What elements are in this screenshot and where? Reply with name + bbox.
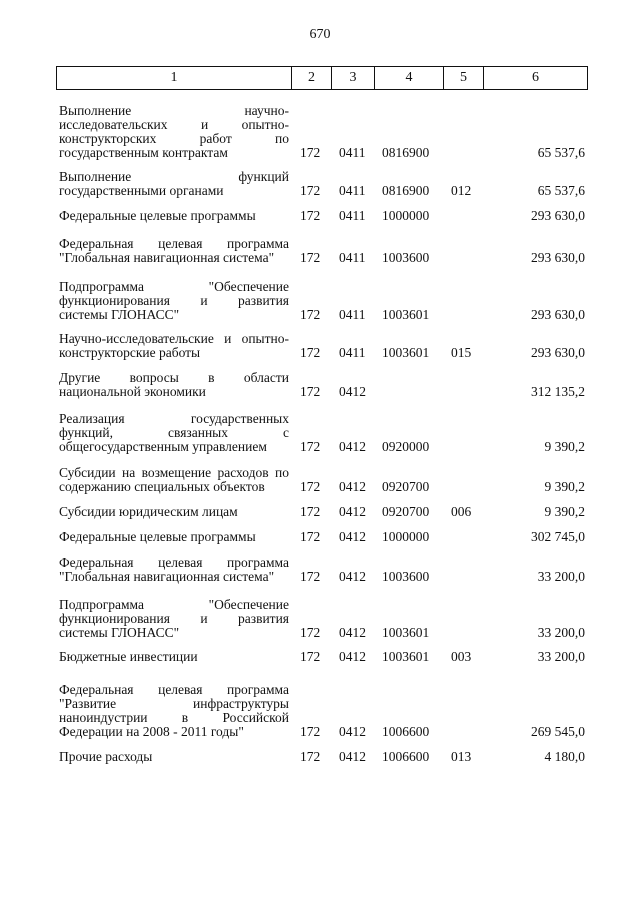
row-name <box>59 209 289 223</box>
cell-c2: 172 <box>300 145 321 160</box>
cell-c4: 1003601 <box>382 649 430 664</box>
cell-c5: 006 <box>451 504 472 519</box>
row-name-line: Прочие расходы <box>59 749 153 764</box>
table-row <box>0 280 640 322</box>
page-number: 670 <box>309 27 331 42</box>
row-name-line: "Развитие инфраструктуры <box>59 696 289 711</box>
cell-c3: 0411 <box>339 183 366 198</box>
row-name-line: Бюджетные инвестиции <box>59 649 198 664</box>
cell-c3: 0412 <box>339 439 366 454</box>
row-name <box>59 556 289 584</box>
cell-c6: 312 135,2 <box>531 384 585 399</box>
cell-c6: 269 545,0 <box>531 724 585 739</box>
row-name <box>59 332 289 360</box>
cell-c4: 0920700 <box>382 479 430 494</box>
cell-c6: 33 200,0 <box>537 649 585 664</box>
cell-c2: 172 <box>300 569 321 584</box>
row-name <box>59 170 289 198</box>
row-name-line: Выполнение научно- <box>59 103 289 118</box>
cell-c4: 1003600 <box>382 569 430 584</box>
cell-c2: 172 <box>300 479 321 494</box>
row-name-line: Федеральные целевые программы <box>59 529 256 544</box>
cell-c3: 0412 <box>339 649 366 664</box>
row-name-line: Выполнение функций <box>59 169 289 184</box>
column-header-5: 5 <box>444 67 484 90</box>
column-header-1: 1 <box>57 67 292 90</box>
cell-c4: 1006600 <box>382 749 430 764</box>
cell-c3: 0412 <box>339 529 366 544</box>
row-name <box>59 650 289 664</box>
row-name <box>59 750 289 764</box>
cell-c2: 172 <box>300 439 321 454</box>
row-name <box>59 598 289 640</box>
cell-c4: 1000000 <box>382 208 430 223</box>
row-name-line: Научно-исследовательские и опытно- <box>59 331 289 346</box>
row-name-line: общегосударственным управлением <box>59 439 267 454</box>
cell-c2: 172 <box>300 649 321 664</box>
table-row <box>0 505 640 519</box>
cell-c6: 33 200,0 <box>537 569 585 584</box>
row-name-line: Подпрограмма "Обеспечение <box>59 597 289 612</box>
cell-c6: 293 630,0 <box>531 345 585 360</box>
row-name <box>59 683 289 739</box>
cell-c3: 0412 <box>339 749 366 764</box>
row-name-line: Другие вопросы в области <box>59 370 289 385</box>
cell-c6: 33 200,0 <box>537 625 585 640</box>
cell-c6: 293 630,0 <box>531 250 585 265</box>
cell-c4: 0816900 <box>382 145 430 160</box>
cell-c6: 65 537,6 <box>537 145 585 160</box>
row-name-line: функций, связанных с <box>59 425 289 440</box>
cell-c4: 1003601 <box>382 307 430 322</box>
table-row <box>0 556 640 584</box>
table-row <box>0 412 640 454</box>
cell-c6: 4 180,0 <box>544 749 585 764</box>
row-name-line: Реализация государственных <box>59 411 289 426</box>
row-name-line: системы ГЛОНАСС" <box>59 307 180 322</box>
cell-c4: 0920700 <box>382 504 430 519</box>
cell-c2: 172 <box>300 625 321 640</box>
table-row <box>0 371 640 399</box>
cell-c5: 012 <box>451 183 472 198</box>
table-row <box>0 650 640 664</box>
table-row <box>0 104 640 160</box>
cell-c4: 0920000 <box>382 439 430 454</box>
cell-c4: 1006600 <box>382 724 430 739</box>
row-name-line: Федеральная целевая программа <box>59 555 289 570</box>
cell-c3: 0411 <box>339 307 366 322</box>
table-row <box>0 209 640 223</box>
cell-c4: 1003601 <box>382 345 430 360</box>
cell-c4: 0816900 <box>382 183 430 198</box>
cell-c2: 172 <box>300 504 321 519</box>
row-name <box>59 280 289 322</box>
row-name <box>59 104 289 160</box>
row-name-line: Федеральная целевая программа <box>59 236 289 251</box>
table-row <box>0 237 640 265</box>
row-name-line: Федерации на 2008 - 2011 годы" <box>59 724 244 739</box>
column-header-2: 2 <box>292 67 332 90</box>
table-row <box>0 683 640 739</box>
row-name-line: государственным контрактам <box>59 145 228 160</box>
table-row <box>0 598 640 640</box>
row-name <box>59 466 289 494</box>
row-name-line: Федеральные целевые программы <box>59 208 256 223</box>
table-row <box>0 170 640 198</box>
row-name <box>59 371 289 399</box>
row-name-line: конструкторские работы <box>59 345 201 360</box>
cell-c3: 0411 <box>339 345 366 360</box>
cell-c2: 172 <box>300 749 321 764</box>
row-name-line: конструкторских работ по <box>59 131 289 146</box>
cell-c3: 0412 <box>339 504 366 519</box>
row-name-line: Субсидии юридическим лицам <box>59 504 238 519</box>
cell-c2: 172 <box>300 183 321 198</box>
cell-c4: 1000000 <box>382 529 430 544</box>
column-header-table <box>56 66 588 90</box>
row-name-line: "Глобальная навигационная система" <box>59 569 275 584</box>
row-name-line: наноиндустрии в Российской <box>59 710 289 725</box>
column-header-4: 4 <box>375 67 444 90</box>
cell-c3: 0411 <box>339 250 366 265</box>
cell-c6: 302 745,0 <box>531 529 585 544</box>
row-name-line: Подпрограмма "Обеспечение <box>59 279 289 294</box>
row-name-line: исследовательских и опытно- <box>59 117 289 132</box>
column-header-row <box>57 67 588 90</box>
cell-c4: 1003600 <box>382 250 430 265</box>
cell-c3: 0411 <box>339 208 366 223</box>
cell-c6: 9 390,2 <box>544 504 585 519</box>
column-header-6: 6 <box>484 67 588 90</box>
row-name-line: национальной экономики <box>59 384 206 399</box>
row-name-line: государственными органами <box>59 183 224 198</box>
table-row <box>0 332 640 360</box>
cell-c3: 0411 <box>339 145 366 160</box>
row-name <box>59 530 289 544</box>
cell-c6: 9 390,2 <box>544 439 585 454</box>
row-name-line: функционирования и развития <box>59 293 289 308</box>
cell-c3: 0412 <box>339 569 366 584</box>
cell-c2: 172 <box>300 307 321 322</box>
row-name <box>59 412 289 454</box>
table-row <box>0 750 640 764</box>
cell-c3: 0412 <box>339 625 366 640</box>
cell-c3: 0412 <box>339 479 366 494</box>
cell-c4: 1003601 <box>382 625 430 640</box>
table-row <box>0 466 640 494</box>
row-name-line: системы ГЛОНАСС" <box>59 625 180 640</box>
cell-c2: 172 <box>300 724 321 739</box>
row-name-line: Федеральная целевая программа <box>59 682 289 697</box>
row-name <box>59 237 289 265</box>
cell-c2: 172 <box>300 345 321 360</box>
row-name-line: Субсидии на возмещение расходов по <box>59 465 289 480</box>
cell-c2: 172 <box>300 208 321 223</box>
cell-c6: 293 630,0 <box>531 307 585 322</box>
cell-c3: 0412 <box>339 724 366 739</box>
column-header-3: 3 <box>332 67 375 90</box>
cell-c5: 013 <box>451 749 472 764</box>
cell-c2: 172 <box>300 250 321 265</box>
cell-c6: 293 630,0 <box>531 208 585 223</box>
cell-c5: 003 <box>451 649 472 664</box>
cell-c3: 0412 <box>339 384 366 399</box>
row-name-line: "Глобальная навигационная система" <box>59 250 275 265</box>
cell-c5: 015 <box>451 345 472 360</box>
cell-c2: 172 <box>300 529 321 544</box>
row-name-line: функционирования и развития <box>59 611 289 626</box>
table-row <box>0 530 640 544</box>
cell-c6: 9 390,2 <box>544 479 585 494</box>
cell-c2: 172 <box>300 384 321 399</box>
cell-c6: 65 537,6 <box>537 183 585 198</box>
row-name-line: содержанию специальных объектов <box>59 479 265 494</box>
row-name <box>59 505 289 519</box>
